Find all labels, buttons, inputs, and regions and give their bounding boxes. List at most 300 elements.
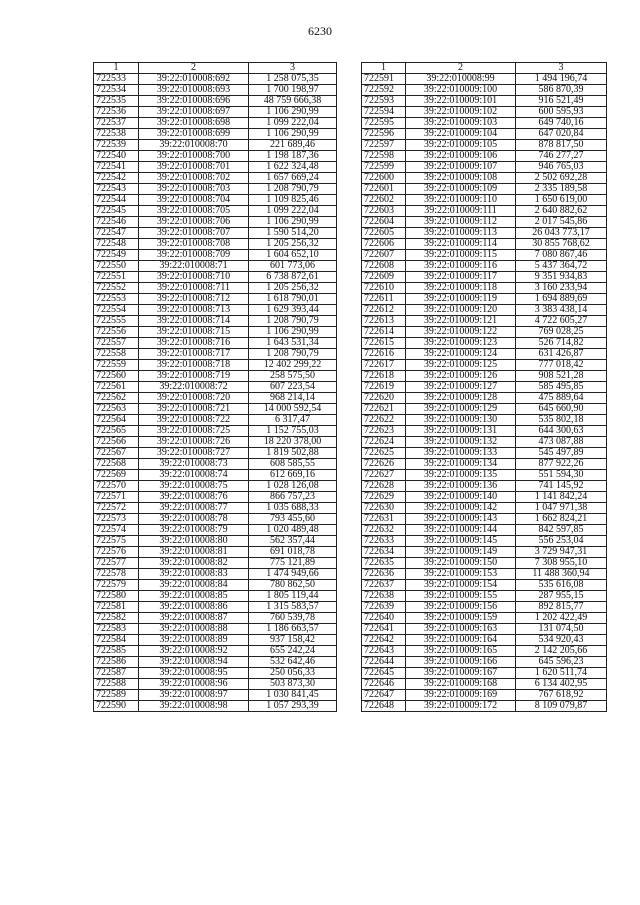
cadastral-number-cell: 39:22:010008:725	[139, 426, 249, 437]
cadastral-number-cell: 39:22:010008:692	[139, 74, 249, 85]
row-number-cell: 722620	[362, 393, 406, 404]
row-number-cell: 722625	[362, 448, 406, 459]
value-cell: 601 773,06	[249, 261, 337, 272]
cadastral-number-cell: 39:22:010008:98	[139, 701, 249, 712]
cadastral-number-cell: 39:22:010008:699	[139, 129, 249, 140]
table-row	[94, 349, 337, 360]
row-number-cell: 722642	[362, 635, 406, 646]
table-row	[362, 305, 607, 316]
row-number-cell: 722560	[94, 371, 139, 382]
row-number-cell: 722566	[94, 437, 139, 448]
table-row	[94, 635, 337, 646]
row-number-cell: 722589	[94, 690, 139, 701]
cadastral-number-cell: 39:22:010008:99	[406, 74, 516, 85]
row-number-cell: 722624	[362, 437, 406, 448]
table-row	[94, 613, 337, 624]
cadastral-number-cell: 39:22:010008:706	[139, 217, 249, 228]
cadastral-number-cell: 39:22:010008:722	[139, 415, 249, 426]
value-cell: 6 738 872,61	[249, 272, 337, 283]
cadastral-number-cell: 39:22:010008:92	[139, 646, 249, 657]
value-cell: 1 198 187,36	[249, 151, 337, 162]
table-row	[94, 690, 337, 701]
row-number-cell: 722596	[362, 129, 406, 140]
value-cell: 551 594,30	[516, 470, 607, 481]
cadastral-number-cell: 39:22:010009:113	[406, 228, 516, 239]
table-row	[362, 492, 607, 503]
cadastral-number-cell: 39:22:010008:94	[139, 657, 249, 668]
value-cell: 26 043 773,17	[516, 228, 607, 239]
value-cell: 1 620 511,74	[516, 668, 607, 679]
row-number-cell: 722575	[94, 536, 139, 547]
value-cell: 1 657 669,24	[249, 173, 337, 184]
value-cell: 1 141 842,24	[516, 492, 607, 503]
row-number-cell: 722533	[94, 74, 139, 85]
cadastral-number-cell: 39:22:010009:100	[406, 85, 516, 96]
table-row	[94, 646, 337, 657]
table-row	[94, 371, 337, 382]
table-row	[94, 569, 337, 580]
row-number-cell: 722551	[94, 272, 139, 283]
table-row	[94, 129, 337, 140]
cadastral-number-cell: 39:22:010008:709	[139, 250, 249, 261]
table-row	[362, 338, 607, 349]
table-row	[94, 404, 337, 415]
page-number: 6230	[308, 24, 332, 38]
row-number-cell: 722582	[94, 613, 139, 624]
row-number-cell: 722614	[362, 327, 406, 338]
cadastral-number-cell: 39:22:010008:701	[139, 162, 249, 173]
cadastral-number-cell: 39:22:010008:698	[139, 118, 249, 129]
cadastral-number-cell: 39:22:010009:156	[406, 602, 516, 613]
table-row	[94, 415, 337, 426]
row-number-cell: 722543	[94, 184, 139, 195]
right-table	[361, 62, 607, 712]
value-cell: 866 757,23	[249, 492, 337, 503]
table-row	[362, 74, 607, 85]
cadastral-number-cell: 39:22:010009:166	[406, 657, 516, 668]
table-row	[94, 393, 337, 404]
row-number-cell: 722631	[362, 514, 406, 525]
table-row	[94, 85, 337, 96]
table-row	[362, 514, 607, 525]
cadastral-number-cell: 39:22:010008:79	[139, 525, 249, 536]
table-row	[94, 184, 337, 195]
table-row	[362, 657, 607, 668]
row-number-cell: 722632	[362, 525, 406, 536]
row-number-cell: 722612	[362, 305, 406, 316]
table-row	[94, 602, 337, 613]
cadastral-number-cell: 39:22:010009:144	[406, 525, 516, 536]
table-row	[362, 569, 607, 580]
row-number-cell: 722580	[94, 591, 139, 602]
row-number-cell: 722562	[94, 393, 139, 404]
row-number-cell: 722643	[362, 646, 406, 657]
row-number-cell: 722568	[94, 459, 139, 470]
table-row	[362, 415, 607, 426]
value-cell: 968 214,14	[249, 393, 337, 404]
value-cell: 1 590 514,20	[249, 228, 337, 239]
table-row	[94, 360, 337, 371]
cadastral-number-cell: 39:22:010009:145	[406, 536, 516, 547]
value-cell: 2 502 692,28	[516, 173, 607, 184]
table-row	[94, 624, 337, 635]
row-number-cell: 722561	[94, 382, 139, 393]
table-row	[362, 228, 607, 239]
value-cell: 655 242,24	[249, 646, 337, 657]
cadastral-number-cell: 39:22:010009:115	[406, 250, 516, 261]
cadastral-number-cell: 39:22:010008:720	[139, 393, 249, 404]
row-number-cell: 722555	[94, 316, 139, 327]
value-cell: 1 106 290,99	[249, 327, 337, 338]
row-number-cell: 722604	[362, 217, 406, 228]
column-header: 3	[249, 63, 337, 74]
table-row	[94, 382, 337, 393]
value-cell: 1 258 075,35	[249, 74, 337, 85]
row-number-cell: 722645	[362, 668, 406, 679]
cadastral-number-cell: 39:22:010009:167	[406, 668, 516, 679]
cadastral-number-cell: 39:22:010008:89	[139, 635, 249, 646]
row-number-cell: 722616	[362, 349, 406, 360]
table-row	[94, 536, 337, 547]
value-cell: 1 805 119,44	[249, 591, 337, 602]
value-cell: 1 622 324,48	[249, 162, 337, 173]
row-number-cell: 722613	[362, 316, 406, 327]
cadastral-number-cell: 39:22:010009:126	[406, 371, 516, 382]
row-number-cell: 722590	[94, 701, 139, 712]
row-number-cell: 722588	[94, 679, 139, 690]
row-number-cell: 722633	[362, 536, 406, 547]
value-cell: 1 700 198,97	[249, 85, 337, 96]
column-header: 1	[362, 63, 406, 74]
row-number-cell: 722597	[362, 140, 406, 151]
cadastral-number-cell: 39:22:010008:87	[139, 613, 249, 624]
table-row	[94, 459, 337, 470]
cadastral-number-cell: 39:22:010008:86	[139, 602, 249, 613]
value-cell: 534 920,43	[516, 635, 607, 646]
row-number-cell: 722550	[94, 261, 139, 272]
row-number-cell: 722611	[362, 294, 406, 305]
value-cell: 612 669,16	[249, 470, 337, 481]
table-row	[94, 327, 337, 338]
row-number-cell: 722595	[362, 118, 406, 129]
table-row	[94, 294, 337, 305]
row-number-cell: 722615	[362, 338, 406, 349]
row-number-cell: 722534	[94, 85, 139, 96]
value-cell: 30 855 768,62	[516, 239, 607, 250]
value-cell: 916 521,49	[516, 96, 607, 107]
row-number-cell: 722630	[362, 503, 406, 514]
value-cell: 585 495,85	[516, 382, 607, 393]
row-number-cell: 722627	[362, 470, 406, 481]
value-cell: 741 145,92	[516, 481, 607, 492]
value-cell: 1 035 688,33	[249, 503, 337, 514]
table-row	[94, 525, 337, 536]
table-row	[362, 613, 607, 624]
row-number-cell: 722577	[94, 558, 139, 569]
cadastral-number-cell: 39:22:010008:83	[139, 569, 249, 580]
value-cell: 691 018,78	[249, 547, 337, 558]
cadastral-number-cell: 39:22:010009:102	[406, 107, 516, 118]
cadastral-number-cell: 39:22:010008:704	[139, 195, 249, 206]
table-header-row	[362, 63, 607, 74]
table-row	[362, 547, 607, 558]
value-cell: 8 109 079,87	[516, 701, 607, 712]
value-cell: 607 223,54	[249, 382, 337, 393]
value-cell: 1 494 196,74	[516, 74, 607, 85]
cadastral-number-cell: 39:22:010009:112	[406, 217, 516, 228]
row-number-cell: 722647	[362, 690, 406, 701]
value-cell: 877 922,26	[516, 459, 607, 470]
table-row	[94, 514, 337, 525]
row-number-cell: 722558	[94, 349, 139, 360]
row-number-cell: 722553	[94, 294, 139, 305]
table-row	[362, 272, 607, 283]
table-row	[362, 503, 607, 514]
cadastral-number-cell: 39:22:010009:110	[406, 195, 516, 206]
value-cell: 48 759 666,38	[249, 96, 337, 107]
cadastral-number-cell: 39:22:010009:104	[406, 129, 516, 140]
table-row	[94, 162, 337, 173]
row-number-cell: 722554	[94, 305, 139, 316]
table-row	[94, 668, 337, 679]
value-cell: 1 047 971,38	[516, 503, 607, 514]
cadastral-number-cell: 39:22:010009:159	[406, 613, 516, 624]
value-cell: 14 000 592,54	[249, 404, 337, 415]
table-row	[94, 206, 337, 217]
cadastral-number-cell: 39:22:010008:718	[139, 360, 249, 371]
table-row	[94, 503, 337, 514]
value-cell: 937 158,42	[249, 635, 337, 646]
cadastral-number-cell: 39:22:010008:697	[139, 107, 249, 118]
table-row	[362, 184, 607, 195]
row-number-cell: 722584	[94, 635, 139, 646]
value-cell: 2 335 189,58	[516, 184, 607, 195]
cadastral-number-cell: 39:22:010008:73	[139, 459, 249, 470]
value-cell: 760 539,78	[249, 613, 337, 624]
value-cell: 250 056,33	[249, 668, 337, 679]
table-row	[94, 426, 337, 437]
table-row	[362, 217, 607, 228]
value-cell: 647 020,84	[516, 129, 607, 140]
cadastral-number-cell: 39:22:010008:714	[139, 316, 249, 327]
row-number-cell: 722542	[94, 173, 139, 184]
cadastral-number-cell: 39:22:010009:142	[406, 503, 516, 514]
value-cell: 1 202 422,49	[516, 613, 607, 624]
table-row	[362, 250, 607, 261]
table-row	[94, 448, 337, 459]
cadastral-number-cell: 39:22:010009:125	[406, 360, 516, 371]
cadastral-number-cell: 39:22:010008:716	[139, 338, 249, 349]
cadastral-number-cell: 39:22:010008:78	[139, 514, 249, 525]
value-cell: 908 521,28	[516, 371, 607, 382]
row-number-cell: 722601	[362, 184, 406, 195]
value-cell: 221 689,46	[249, 140, 337, 151]
table-row	[94, 679, 337, 690]
table-row	[94, 481, 337, 492]
table-row	[362, 195, 607, 206]
table-row	[94, 701, 337, 712]
value-cell: 645 596,23	[516, 657, 607, 668]
cadastral-number-cell: 39:22:010008:88	[139, 624, 249, 635]
value-cell: 1 020 489,48	[249, 525, 337, 536]
table-row	[362, 360, 607, 371]
table-row	[362, 525, 607, 536]
cadastral-number-cell: 39:22:010008:702	[139, 173, 249, 184]
table-row	[94, 250, 337, 261]
table-row	[362, 107, 607, 118]
table-row	[362, 679, 607, 690]
table-row	[94, 591, 337, 602]
table-row	[362, 470, 607, 481]
value-cell: 780 862,50	[249, 580, 337, 591]
value-cell: 3 729 947,31	[516, 547, 607, 558]
cadastral-number-cell: 39:22:010009:128	[406, 393, 516, 404]
row-number-cell: 722602	[362, 195, 406, 206]
table-row	[94, 107, 337, 118]
table-row	[362, 426, 607, 437]
table-row	[362, 701, 607, 712]
table-row	[94, 140, 337, 151]
cadastral-number-cell: 39:22:010008:708	[139, 239, 249, 250]
column-header: 2	[139, 63, 249, 74]
row-number-cell: 722585	[94, 646, 139, 657]
table-row	[362, 162, 607, 173]
cadastral-number-cell: 39:22:010008:96	[139, 679, 249, 690]
cadastral-number-cell: 39:22:010008:77	[139, 503, 249, 514]
cadastral-number-cell: 39:22:010008:710	[139, 272, 249, 283]
value-cell: 287 955,15	[516, 591, 607, 602]
table-row	[94, 217, 337, 228]
row-number-cell: 722564	[94, 415, 139, 426]
table-row	[362, 283, 607, 294]
table-row	[94, 316, 337, 327]
value-cell: 1 186 663,57	[249, 624, 337, 635]
cadastral-number-cell: 39:22:010008:72	[139, 382, 249, 393]
value-cell: 1 650 619,00	[516, 195, 607, 206]
value-cell: 6 134 402,95	[516, 679, 607, 690]
value-cell: 3 160 233,94	[516, 283, 607, 294]
table-row	[362, 96, 607, 107]
value-cell: 608 585,55	[249, 459, 337, 470]
table-row	[362, 448, 607, 459]
row-number-cell: 722552	[94, 283, 139, 294]
row-number-cell: 722573	[94, 514, 139, 525]
cadastral-number-cell: 39:22:010008:75	[139, 481, 249, 492]
row-number-cell: 722569	[94, 470, 139, 481]
cadastral-number-cell: 39:22:010008:717	[139, 349, 249, 360]
table-row	[362, 646, 607, 657]
table-row	[362, 591, 607, 602]
value-cell: 1 205 256,32	[249, 239, 337, 250]
cadastral-number-cell: 39:22:010009:130	[406, 415, 516, 426]
cadastral-number-cell: 39:22:010009:121	[406, 316, 516, 327]
row-number-cell: 722586	[94, 657, 139, 668]
table-row	[362, 261, 607, 272]
value-cell: 2 142 205,66	[516, 646, 607, 657]
value-cell: 7 080 867,46	[516, 250, 607, 261]
row-number-cell: 722548	[94, 239, 139, 250]
table-row	[362, 239, 607, 250]
table-row	[362, 437, 607, 448]
value-cell: 18 220 378,00	[249, 437, 337, 448]
table-row	[362, 690, 607, 701]
row-number-cell: 722537	[94, 118, 139, 129]
cadastral-number-cell: 39:22:010009:163	[406, 624, 516, 635]
table-row	[362, 536, 607, 547]
cadastral-number-cell: 39:22:010009:155	[406, 591, 516, 602]
cadastral-number-cell: 39:22:010008:81	[139, 547, 249, 558]
value-cell: 793 455,60	[249, 514, 337, 525]
value-cell: 7 308 955,10	[516, 558, 607, 569]
left-table	[93, 62, 337, 712]
value-cell: 769 028,25	[516, 327, 607, 338]
value-cell: 556 253,04	[516, 536, 607, 547]
row-number-cell: 722587	[94, 668, 139, 679]
row-number-cell: 722570	[94, 481, 139, 492]
cadastral-number-cell: 39:22:010008:97	[139, 690, 249, 701]
row-number-cell: 722600	[362, 173, 406, 184]
row-number-cell: 722571	[94, 492, 139, 503]
value-cell: 600 595,93	[516, 107, 607, 118]
cadastral-number-cell: 39:22:010008:82	[139, 558, 249, 569]
value-cell: 1 205 256,32	[249, 283, 337, 294]
cadastral-number-cell: 39:22:010009:129	[406, 404, 516, 415]
table-row	[94, 96, 337, 107]
cadastral-number-cell: 39:22:010008:703	[139, 184, 249, 195]
table-row	[94, 228, 337, 239]
table-row	[94, 558, 337, 569]
cadastral-number-cell: 39:22:010008:713	[139, 305, 249, 316]
value-cell: 473 087,88	[516, 437, 607, 448]
cadastral-number-cell: 39:22:010009:134	[406, 459, 516, 470]
table-row	[362, 624, 607, 635]
row-number-cell: 722618	[362, 371, 406, 382]
value-cell: 586 870,39	[516, 85, 607, 96]
cadastral-number-cell: 39:22:010009:149	[406, 547, 516, 558]
table-row	[362, 580, 607, 591]
row-number-cell: 722540	[94, 151, 139, 162]
row-number-cell: 722556	[94, 327, 139, 338]
cadastral-number-cell: 39:22:010008:719	[139, 371, 249, 382]
value-cell: 878 817,50	[516, 140, 607, 151]
cadastral-number-cell: 39:22:010009:136	[406, 481, 516, 492]
value-cell: 1 618 790,01	[249, 294, 337, 305]
value-cell: 644 300,63	[516, 426, 607, 437]
row-number-cell: 722574	[94, 525, 139, 536]
row-number-cell: 722593	[362, 96, 406, 107]
row-number-cell: 722565	[94, 426, 139, 437]
cadastral-number-cell: 39:22:010009:168	[406, 679, 516, 690]
table-row	[94, 272, 337, 283]
row-number-cell: 722606	[362, 239, 406, 250]
row-number-cell: 722626	[362, 459, 406, 470]
cadastral-number-cell: 39:22:010009:143	[406, 514, 516, 525]
cadastral-number-cell: 39:22:010009:165	[406, 646, 516, 657]
table-row	[94, 261, 337, 272]
value-cell: 131 074,50	[516, 624, 607, 635]
value-cell: 1 694 889,69	[516, 294, 607, 305]
row-number-cell: 722639	[362, 602, 406, 613]
row-number-cell: 722572	[94, 503, 139, 514]
row-number-cell: 722608	[362, 261, 406, 272]
value-cell: 1 208 790,79	[249, 184, 337, 195]
row-number-cell: 722605	[362, 228, 406, 239]
cadastral-number-cell: 39:22:010008:705	[139, 206, 249, 217]
cadastral-number-cell: 39:22:010008:74	[139, 470, 249, 481]
row-number-cell: 722617	[362, 360, 406, 371]
value-cell: 777 018,42	[516, 360, 607, 371]
table-row	[94, 74, 337, 85]
